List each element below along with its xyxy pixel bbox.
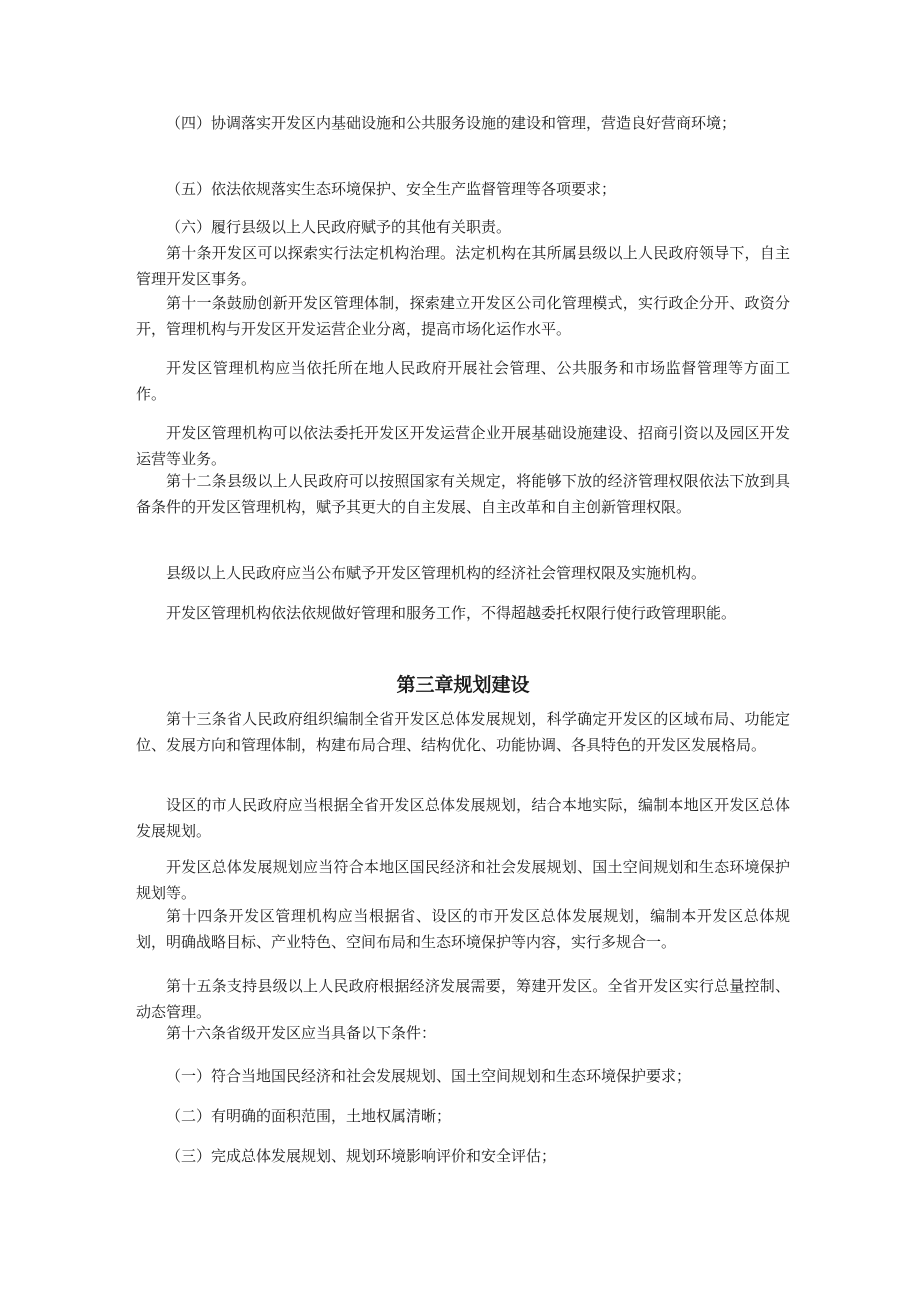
paragraph-item-5: （五）依法依规落实生态环境保护、安全生产监督管理等各项要求； — [166, 180, 617, 198]
paragraph-item-4: （四）协调落实开发区内基础设施和公共服务设施的建设和管理，营造良好营商环境； — [166, 114, 737, 132]
paragraph-article-11: 第十一条鼓励创新开发区管理体制，探索建立开发区公司化管理模式，实行政企分开、政资分开，管理机构与开发区开发运营企业分离，提高市场化运作水平。 — [136, 294, 790, 338]
paragraph-condition-3: （三）完成总体发展规划、规划环境影响评价和安全评估； — [166, 1147, 557, 1165]
paragraph-item-6: （六）履行县级以上人民政府赋予的其他有关职责。 — [166, 218, 512, 236]
paragraph-article-13-clause-3: 开发区总体发展规划应当符合本地区国民经济和社会发展规划、国土空间规划和生态环境保护规划等。 — [136, 858, 790, 902]
paragraph-article-11-clause-3: 开发区管理机构可以依法委托开发区开发运营企业开展基础设施建设、招商引资以及园区开发运营等业务。 — [136, 424, 790, 468]
paragraph-article-12: 第十二条县级以上人民政府可以按照国家有关规定，将能够下放的经济管理权限依法下放到具备条件的开发区管理机构，赋予其更大的自主发展、自主改革和自主创新管理权限。 — [136, 472, 790, 516]
chapter-heading: 第三章规划建设 — [396, 674, 530, 696]
paragraph-article-13-clause-2: 设区的市人民政府应当根据全省开发区总体发展规划，结合本地实际，编制本地区开发区总体发展规划。 — [136, 796, 790, 840]
paragraph-article-14: 第十四条开发区管理机构应当根据省、设区的市开发区总体发展规划，编制本开发区总体规划，明确战略目标、产业特色、空间布局和生态环境保护等内容，实行多规合一。 — [136, 907, 790, 951]
paragraph-article-12-clause-2: 县级以上人民政府应当公布赋予开发区管理机构的经济社会管理权限及实施机构。 — [166, 564, 707, 582]
paragraph-article-11-clause-2: 开发区管理机构应当依托所在地人民政府开展社会管理、公共服务和市场监督管理等方面工作。 — [136, 359, 790, 403]
paragraph-condition-1: （一）符合当地国民经济和社会发展规划、国土空间规划和生态环境保护要求； — [166, 1067, 692, 1085]
paragraph-article-12-clause-3: 开发区管理机构依法依规做好管理和服务工作，不得超越委托权限行使行政管理职能。 — [166, 604, 737, 622]
paragraph-article-13: 第十三条省人民政府组织编制全省开发区总体发展规划，科学确定开发区的区域布局、功能定位、发展方向和管理体制，构建布局合理、结构优化、功能协调、各具特色的开发区发展格局。 — [136, 710, 790, 754]
paragraph-article-10: 第十条开发区可以探索实行法定机构治理。法定机构在其所属县级以上人民政府领导下，自主管理开发区事务。 — [136, 244, 790, 288]
paragraph-article-15: 第十五条支持县级以上人民政府根据经济发展需要，筹建开发区。全省开发区实行总量控制、动态管理。 — [136, 977, 790, 1021]
paragraph-condition-2: （二）有明确的面积范围，土地权属清晰； — [166, 1107, 452, 1125]
paragraph-article-16: 第十六条省级开发区应当具备以下条件： — [166, 1024, 437, 1042]
